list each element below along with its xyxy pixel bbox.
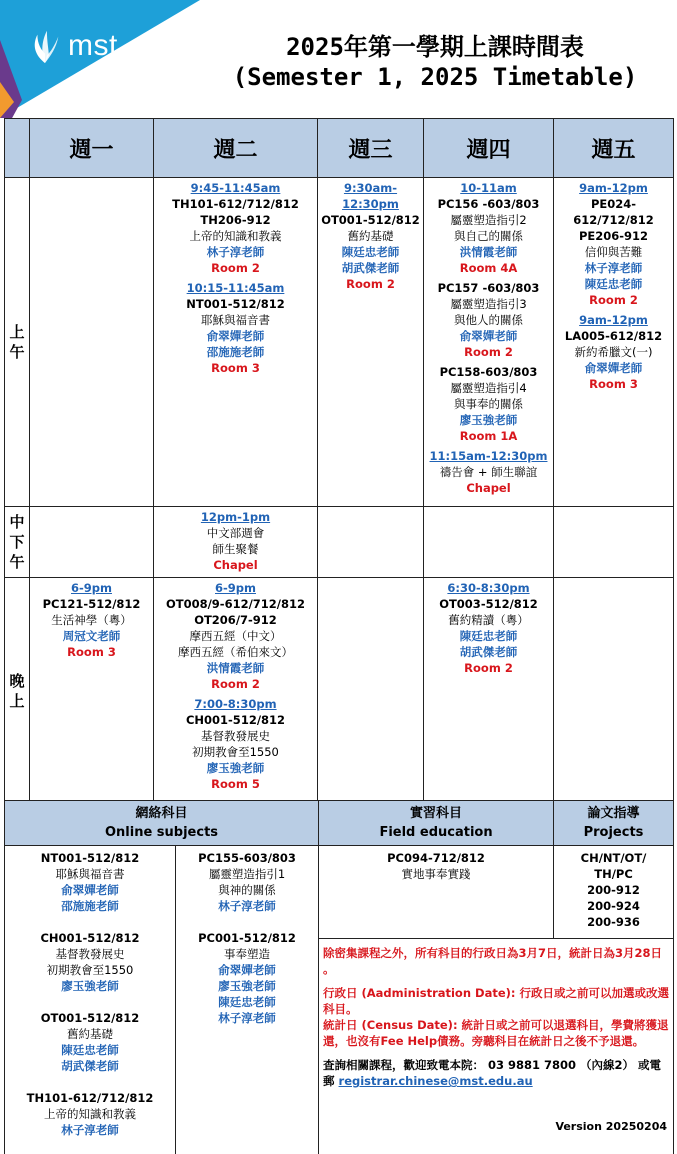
course-teacher: 俞翠嬋老師 廖玉強老師 陳廷忠老師 林子淳老師 <box>218 963 276 1025</box>
header-row <box>5 119 674 178</box>
course-teacher: 陳廷忠老師 胡武傑老師 <box>341 245 400 275</box>
course-block <box>5 930 175 994</box>
email-link[interactable]: registrar.chinese@mst.edu.au <box>338 1074 533 1088</box>
course-room: Room 2 <box>346 277 395 291</box>
course-room: Room 3 <box>211 361 260 375</box>
title-line-2: (Semester 1, 2025 Timetable) <box>232 63 638 91</box>
course-block <box>154 280 317 376</box>
course-teacher: 林子淳老師 <box>206 245 265 259</box>
field-projects-top <box>319 846 673 938</box>
page-title <box>200 32 670 92</box>
field-name: 實地事奉實踐 <box>401 867 471 881</box>
noon-row <box>5 507 674 578</box>
period-label-noon: 中 下 午 <box>5 507 30 578</box>
course-teacher: 俞翠嬋老師 邵施施老師 <box>206 329 265 359</box>
course-teacher: 陳廷忠老師 胡武傑老師 <box>459 629 518 659</box>
course-room: Room 2 <box>589 293 638 307</box>
cell-fri-morning <box>554 178 674 507</box>
course-teacher: 俞翠嬋老師 邵施施老師 <box>61 883 119 913</box>
course-room: Room 3 <box>589 377 638 391</box>
course-block <box>554 312 673 392</box>
cell-mon-morning <box>30 178 154 507</box>
course-code: NT001-512/812 <box>40 851 140 865</box>
course-time: 6-9pm <box>71 581 112 595</box>
course-block <box>154 509 317 573</box>
logo-text: mst <box>68 29 118 62</box>
cell-mon-evening <box>30 578 154 804</box>
course-teacher: 廖玉強老師 <box>459 413 518 427</box>
course-name: 舊約基礎 <box>347 229 394 243</box>
course-time: 9:30am-12:30pm <box>342 181 399 211</box>
course-block <box>5 850 175 914</box>
cell-thu-noon <box>424 507 554 578</box>
field-code: PC094-712/812 <box>387 851 485 865</box>
period-label-evening: 晚 上 <box>5 578 30 804</box>
period-label-morning: 上 午 <box>5 178 30 507</box>
online-col-2 <box>176 846 319 1154</box>
course-name: 屬靈塑造指引3 與他人的關係 <box>450 297 527 327</box>
header-graphic <box>0 0 200 118</box>
cell-tue-noon <box>154 507 318 578</box>
course-name: 事奉塑造 <box>224 947 270 961</box>
course-teacher: 洪情霞老師 <box>206 661 265 675</box>
course-name: 舊約基礎 <box>67 1027 113 1041</box>
cell-thu-evening <box>424 578 554 804</box>
course-code: PC156 -603/803 <box>437 197 540 211</box>
course-code: TH101-612/712/812 <box>26 1091 154 1105</box>
course-teacher: 俞翠嬋老師 <box>459 329 518 343</box>
day-header-mon: 週一 <box>30 119 154 178</box>
course-teacher: 林子淳老師 陳廷忠老師 <box>584 261 643 291</box>
course-block <box>30 580 153 660</box>
cell-thu-morning <box>424 178 554 507</box>
day-header-fri: 週五 <box>554 119 674 178</box>
course-name: 中文部週會 師生聚餐 <box>206 526 265 556</box>
course-name: 信仰與苦難 <box>584 245 643 259</box>
course-name: 屬靈塑造指引1 與神的關係 <box>208 867 286 897</box>
title-line-1: 2025年第一學期上課時間表 <box>286 33 584 61</box>
course-block <box>554 180 673 308</box>
course-room: Room 3 <box>67 645 116 659</box>
field-and-notes <box>319 846 674 1154</box>
day-header-wed: 週三 <box>318 119 424 178</box>
course-name: 舊約精讀（粵） <box>448 613 529 627</box>
course-block <box>424 448 553 496</box>
course-name: 耶穌與福音書 <box>55 867 125 881</box>
note-dates: 除密集課程之外，所有科目的行政日為3月7日，統計日為3月28日 。 <box>323 946 663 976</box>
course-time: 12pm-1pm <box>200 510 271 524</box>
field-education-header: 實習科目 Field education <box>319 801 554 846</box>
course-time: 10-11am <box>460 181 517 195</box>
course-block <box>5 1010 175 1074</box>
cell-fri-noon <box>554 507 674 578</box>
course-teacher: 廖玉強老師 <box>206 761 265 775</box>
course-code: PC155-603/803 <box>198 851 296 865</box>
course-name: 基督教發展史 初期教會至1550 <box>192 729 279 759</box>
day-header-tue: 週二 <box>154 119 318 178</box>
course-time: 9am-12pm <box>579 181 648 195</box>
field-education-cell <box>319 846 554 938</box>
contact-text: 查詢相關課程，歡迎致電本院： 03 9881 7800 （內線2） 或電郵 <box>323 1058 662 1088</box>
course-name: 耶穌與福音書 <box>201 313 270 327</box>
cell-tue-morning <box>154 178 318 507</box>
course-block <box>424 180 553 276</box>
mst-logo <box>26 26 118 66</box>
course-teacher: 陳廷忠老師 胡武傑老師 <box>61 1043 119 1073</box>
bottom-table <box>4 800 674 1154</box>
course-name: 上帝的知識和教義 <box>189 229 282 243</box>
course-code: OT008/9-612/712/812 OT206/7-912 <box>165 597 306 627</box>
course-block <box>318 180 423 292</box>
course-code: OT001-512/812 <box>40 1011 140 1025</box>
course-code: PE024- 612/712/812 PE206-912 <box>573 197 654 243</box>
projects-header: 論文指導 Projects <box>554 801 674 846</box>
course-name: 禱告會 + 師生聯誼 <box>439 465 538 479</box>
online-subjects-header: 網絡科目 Online subjects <box>5 801 319 846</box>
course-teacher: 林子淳老師 <box>61 1123 119 1137</box>
cell-tue-evening <box>154 578 318 804</box>
course-block <box>424 580 553 676</box>
course-code: NT001-512/812 <box>186 297 285 311</box>
course-teacher: 廖玉強老師 <box>61 979 119 993</box>
corner-cell <box>5 119 30 178</box>
course-room: Room 1A <box>459 429 518 443</box>
note-census-date: 統計日 (Census Date): 統計日或之前可以退選科目，學費將獲退還，也沒有Fee Help債務。旁聽科目在統計日之後不予退還。 <box>323 1018 669 1048</box>
course-code: PC001-512/812 <box>198 931 296 945</box>
timetable <box>4 118 674 804</box>
course-teacher: 洪情霞老師 <box>459 245 518 259</box>
course-room: Room 4A <box>459 261 518 275</box>
course-room: Chapel <box>213 558 258 572</box>
course-room: Chapel <box>466 481 511 495</box>
course-name: 屬靈塑造指引4 與事奉的關係 <box>450 381 527 411</box>
course-code: TH101-612/712/812 TH206-912 <box>172 197 299 227</box>
course-time: 9:45-11:45am <box>190 181 281 195</box>
course-block <box>176 930 318 1026</box>
course-code: PC121-512/812 <box>42 597 141 611</box>
course-room: Room 2 <box>464 661 513 675</box>
course-block <box>424 280 553 360</box>
note-admin-date: 行政日 (Aadministration Date): 行政日或之前可以加選或改選科目。 <box>323 986 669 1016</box>
course-room: Room 2 <box>464 345 513 359</box>
course-time: 10:15-11:45am <box>186 281 285 295</box>
bottom-header-row <box>5 801 674 846</box>
course-name: 基督教發展史 初期教會至1550 <box>46 947 134 977</box>
course-name: 摩西五經（中文） 摩西五經（希伯來文） <box>178 629 293 659</box>
course-block <box>5 1090 175 1138</box>
course-name: 生活神學（粵） <box>51 613 132 627</box>
notes-box <box>319 938 673 1141</box>
course-code: OT001-512/812 <box>321 213 420 227</box>
course-room: Room 2 <box>211 261 260 275</box>
cell-wed-evening <box>318 578 424 804</box>
course-room: Room 5 <box>211 777 260 791</box>
online-col-1 <box>5 846 176 1154</box>
course-code: CH001-512/812 <box>185 713 286 727</box>
version-label: Version 20250204 <box>555 1120 668 1133</box>
course-name: 屬靈塑造指引2 與自己的關係 <box>450 213 527 243</box>
course-block <box>176 850 318 914</box>
course-teacher: 俞翠嬋老師 <box>584 361 643 375</box>
cell-mon-noon <box>30 507 154 578</box>
course-teacher: 林子淳老師 <box>218 899 276 913</box>
day-header-thu: 週四 <box>424 119 554 178</box>
course-block <box>424 364 553 444</box>
orange-triangle <box>0 82 14 118</box>
course-code: OT003-512/812 <box>439 597 538 611</box>
projects-cell: CH/NT/OT/ TH/PC 200-912 200-924 200-936 <box>580 851 647 929</box>
course-code: PC158-603/803 <box>439 365 538 379</box>
note-contact <box>323 1057 669 1089</box>
evening-row <box>5 578 674 804</box>
bottom-content-row <box>5 846 674 1154</box>
course-time: 6:30-8:30pm <box>447 581 530 595</box>
course-teacher: 周冠文老師 <box>62 629 121 643</box>
flame-logo-icon <box>26 26 64 66</box>
course-name: 上帝的知識和教義 <box>44 1107 136 1121</box>
course-name: 新約希臘文(一) <box>574 345 653 359</box>
cell-wed-morning <box>318 178 424 507</box>
course-block <box>154 180 317 276</box>
morning-row <box>5 178 674 507</box>
course-time: 9am-12pm <box>579 313 648 327</box>
course-code: LA005-612/812 <box>564 329 663 343</box>
course-time: 6-9pm <box>215 581 256 595</box>
course-block <box>154 696 317 792</box>
cell-wed-noon <box>318 507 424 578</box>
course-room: Room 2 <box>211 677 260 691</box>
course-time: 7:00-8:30pm <box>194 697 277 711</box>
course-code: CH001-512/812 <box>40 931 140 945</box>
course-time: 11:15am-12:30pm <box>429 449 548 463</box>
cell-fri-evening <box>554 578 674 804</box>
course-code: PC157 -603/803 <box>437 281 540 295</box>
course-block <box>154 580 317 692</box>
